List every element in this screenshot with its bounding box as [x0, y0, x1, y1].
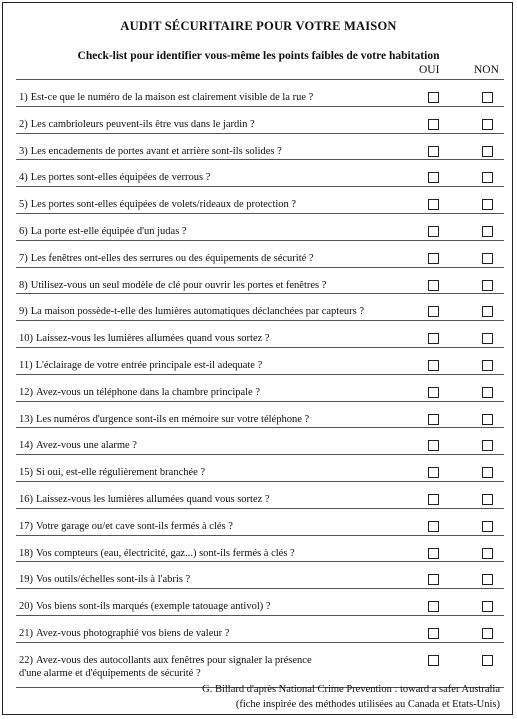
question-number: 14) [19, 440, 33, 452]
question-text: Les fenêtres ont-elles des serrures ou des équipements de sécurité ? [30, 252, 314, 264]
footer-note: (fiche inspirée des méthodes utilisées au Canada et Etats-Unis) [235, 699, 500, 710]
checkbox-non[interactable] [482, 574, 493, 585]
checkbox-non[interactable] [482, 521, 493, 532]
row-divider [16, 401, 504, 402]
row-divider [16, 427, 504, 428]
row-divider [16, 481, 504, 482]
row-divider [16, 615, 504, 616]
checkbox-oui[interactable] [428, 601, 439, 612]
question-number: 10) [19, 333, 33, 345]
checkbox-non[interactable] [482, 494, 493, 505]
checklist-question [19, 171, 210, 184]
question-number: 19) [19, 574, 33, 586]
checkbox-non[interactable] [482, 628, 493, 639]
row-divider [16, 293, 504, 294]
question-text: Les portes sont-elles équipées de volets/rideaux de protection ? [30, 199, 297, 211]
checkbox-non[interactable] [482, 467, 493, 478]
checklist-question [19, 547, 295, 560]
question-text: Avez-vous des autocollants aux fenêtres pour signaler la présence d'une alarme et d'équipements de sécurité ? [19, 654, 312, 679]
checkbox-non[interactable] [482, 119, 493, 130]
checklist-question [19, 359, 262, 372]
checkbox-oui[interactable] [428, 414, 439, 425]
column-header-oui: OUI [419, 64, 440, 76]
row-divider [16, 508, 504, 509]
checkbox-non[interactable] [482, 333, 493, 344]
checkbox-non[interactable] [482, 146, 493, 157]
question-text: Vos compteurs (eau, électricité, gaz...) sont-ils fermés à clés ? [36, 547, 295, 559]
question-number: 17) [19, 520, 33, 532]
row-divider [16, 267, 504, 268]
column-header-non: NON [474, 64, 499, 76]
question-number: 5) [19, 199, 28, 211]
question-number: 18) [19, 547, 33, 559]
checkbox-non[interactable] [482, 548, 493, 559]
question-number: 11) [19, 360, 33, 371]
question-number: 13) [19, 413, 33, 425]
question-number: 3) [19, 145, 28, 157]
checklist-question [19, 413, 309, 426]
row-divider [16, 374, 504, 375]
question-text: Les cambrioleurs peuvent-ils être vus dans le jardin ? [30, 118, 255, 130]
row-divider [16, 535, 504, 536]
checkbox-oui[interactable] [428, 146, 439, 157]
checkbox-oui[interactable] [428, 467, 439, 478]
row-divider [16, 133, 504, 134]
checkbox-oui[interactable] [428, 360, 439, 371]
checkbox-non[interactable] [482, 387, 493, 398]
checkbox-oui[interactable] [428, 440, 439, 451]
checkbox-non[interactable] [482, 601, 493, 612]
checkbox-non[interactable] [482, 360, 493, 371]
checklist-question [19, 466, 205, 479]
checklist-question [19, 118, 255, 131]
row-divider [16, 642, 504, 643]
checkbox-oui[interactable] [428, 199, 439, 210]
checklist-question [19, 439, 137, 452]
checklist-question [19, 600, 271, 613]
checklist-question [19, 332, 270, 345]
question-text: Les numéros d'urgence sont-ils en mémoire sur votre téléphone ? [36, 413, 310, 425]
question-number: 2) [19, 118, 28, 130]
checkbox-oui[interactable] [428, 655, 439, 666]
page-subtitle: Check-list pour identifier vous-même les points faibles de votre habitation [77, 50, 440, 62]
question-text: Avez-vous un téléphone dans la chambre principale ? [36, 386, 261, 398]
row-divider [16, 186, 504, 187]
checkbox-non[interactable] [482, 280, 493, 291]
checkbox-oui[interactable] [428, 119, 439, 130]
question-number: 8) [19, 279, 28, 291]
checkbox-oui[interactable] [428, 494, 439, 505]
footer-credit: G. Billard d'après National Crime Prevention : toward a safer Australia [202, 684, 500, 695]
row-divider [16, 106, 504, 107]
question-text: La porte est-elle équipée d'un judas ? [30, 226, 187, 237]
checklist-question [19, 573, 190, 586]
checkbox-oui[interactable] [428, 521, 439, 532]
page-title: AUDIT SÉCURITAIRE POUR VOTRE MAISON [120, 19, 397, 33]
checklist-question [19, 654, 312, 680]
checklist-question [19, 145, 282, 158]
row-divider [16, 588, 504, 589]
row-divider [16, 454, 504, 455]
question-text: L'éclairage de votre entrée principale est-il adequate ? [35, 360, 263, 371]
question-text: Est-ce que le numéro de la maison est clairement visible de la rue ? [30, 92, 314, 103]
checklist-question [19, 225, 187, 238]
checkbox-oui[interactable] [428, 92, 439, 103]
checkbox-oui[interactable] [428, 172, 439, 183]
question-text: Avez-vous une alarme ? [36, 440, 137, 452]
checklist-question [19, 305, 364, 318]
checklist-question [19, 279, 326, 292]
row-divider [16, 213, 504, 214]
checkbox-oui[interactable] [428, 548, 439, 559]
question-text: Si oui, est-elle régulièrement branchée ? [36, 467, 206, 479]
question-text: Avez-vous photographié vos biens de valeur ? [36, 628, 230, 639]
checkbox-oui[interactable] [428, 628, 439, 639]
question-number: 1) [19, 92, 28, 103]
checkbox-non[interactable] [482, 92, 493, 103]
checkbox-oui[interactable] [428, 280, 439, 291]
row-divider [16, 347, 504, 348]
question-text: Utilisez-vous un seul modèle de clé pour ouvrir les portes et fenêtres ? [30, 279, 327, 291]
checkbox-oui[interactable] [428, 226, 439, 237]
question-text: Les encadements de portes avant et arrière sont-ils solides ? [30, 145, 282, 157]
checkbox-non[interactable] [482, 199, 493, 210]
question-text: Laissez-vous les lumières allumées quand vous sortez ? [36, 333, 270, 345]
checklist-question [19, 91, 313, 104]
checkbox-non[interactable] [482, 172, 493, 183]
checkbox-non[interactable] [482, 440, 493, 451]
checkbox-oui[interactable] [428, 306, 439, 317]
checklist-question [19, 627, 229, 640]
checkbox-oui[interactable] [428, 574, 439, 585]
question-number: 9) [19, 306, 28, 318]
checklist-question [19, 198, 296, 211]
question-number: 20) [19, 601, 33, 613]
question-number: 21) [19, 628, 33, 639]
checkbox-non[interactable] [482, 253, 493, 264]
checklist-question [19, 386, 260, 399]
checkbox-oui[interactable] [428, 387, 439, 398]
question-text: Vos outils/échelles sont-ils à l'abris ? [36, 574, 191, 586]
checkbox-non[interactable] [482, 226, 493, 237]
question-number: 15) [19, 467, 33, 479]
checklist-question [19, 520, 233, 533]
row-divider [16, 159, 504, 160]
question-number: 12) [19, 386, 33, 398]
checkbox-non[interactable] [482, 655, 493, 666]
row-divider [16, 561, 504, 562]
question-text: Vos biens sont-ils marqués (exemple tatouage antivol) ? [36, 601, 271, 613]
question-text: Votre garage ou/et cave sont-ils fermés à clés ? [36, 520, 233, 532]
question-number: 4) [19, 172, 28, 184]
question-text: Les portes sont-elles équipées de verrous ? [30, 172, 211, 184]
question-number: 6) [19, 226, 28, 237]
checkbox-oui[interactable] [428, 333, 439, 344]
row-divider [16, 320, 504, 321]
row-divider [16, 240, 504, 241]
question-number: 22) [19, 654, 33, 666]
checkbox-non[interactable] [482, 306, 493, 317]
question-number: 7) [19, 252, 28, 264]
question-number: 16) [19, 494, 33, 505]
checklist-question [19, 252, 314, 265]
question-text: Laissez-vous les lumières allumées quand vous sortez ? [36, 494, 270, 505]
checkbox-oui[interactable] [428, 253, 439, 264]
row-divider [16, 79, 504, 80]
checklist-question [19, 493, 270, 506]
checkbox-non[interactable] [482, 414, 493, 425]
question-text: La maison possède-t-elle des lumières automatiques déclanchées par capteurs ? [30, 306, 364, 318]
